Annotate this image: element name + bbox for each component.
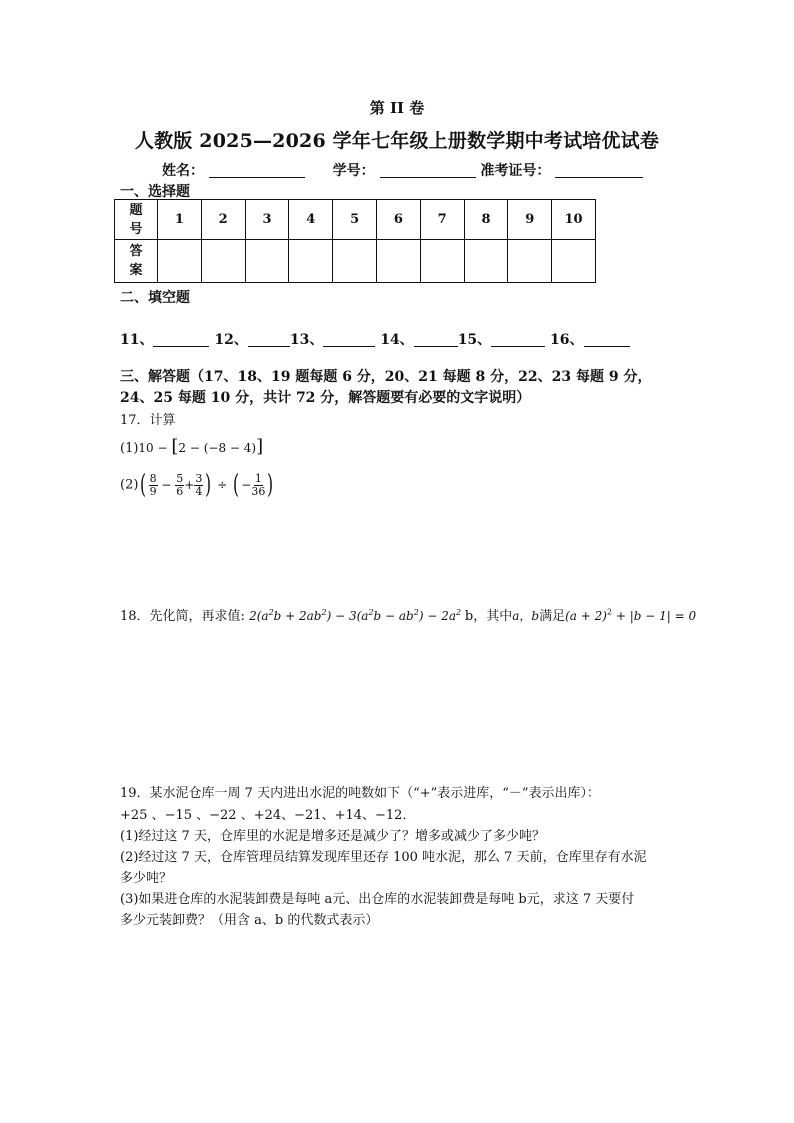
answer-cell[interactable] (158, 240, 202, 283)
exam-number-blank[interactable] (555, 163, 643, 178)
answer-cell[interactable] (376, 240, 420, 283)
fill-blank[interactable] (153, 332, 209, 347)
q19-part2: (2)经过这 7 天，仓库管理员结算发现库里还存 100 吨水泥，那么 7 天前，仓库里存有水泥 (120, 850, 647, 865)
fill-blank[interactable] (414, 332, 458, 347)
question-number-cell: 5 (333, 200, 377, 240)
volume-label: 第 II 卷 (369, 99, 425, 117)
section-2-heading: 二、填空题 (120, 290, 190, 306)
q19-part1: (1)经过这 7 天，仓库里的水泥是增多还是减少了？增多或减少了多少吨？ (120, 829, 545, 844)
question-number-cell: 1 (158, 200, 202, 240)
question-number-cell: 4 (289, 200, 333, 240)
student-id-label: 学号： (332, 163, 375, 179)
fraction: $\frac{1}{36}$ (251, 471, 266, 498)
section-1-heading: 一、选择题 (120, 184, 190, 200)
exam-number-label: 准考证号： (480, 163, 551, 179)
fill-blank[interactable] (323, 332, 375, 347)
fill-item-label: 15、 (457, 332, 492, 348)
fill-blank[interactable] (491, 332, 545, 347)
question-number-cell: 8 (464, 200, 508, 240)
answer-table (114, 199, 596, 283)
answer-cell[interactable] (552, 240, 596, 283)
fill-blank-line (120, 329, 630, 349)
question-number-cell: 7 (420, 200, 464, 240)
q19-part3-cont: 多少元装卸费？（用含 a、b 的代数式表示） (120, 913, 379, 928)
q19-line1: 19．某水泥仓库一周 7 天内进出水泥的吨数如下（“+”表示进库，“－”表示出库）： (120, 786, 601, 801)
q17-part1: (1)10 − [2 − (−8 − 4)] (120, 436, 264, 457)
question-number-cell: 6 (376, 200, 420, 240)
fraction: $\frac{5}{6}$ (176, 471, 184, 498)
fill-item-label: 13、 (289, 332, 324, 348)
fill-item-label: 16、 (550, 332, 584, 348)
q17-part2: (2)( $\frac{8}{9}$ − $\frac{5}{6}$ + $\frac{3}{4}$ ) ÷ ( − $\frac{1}{36}$ ) (120, 470, 274, 500)
question-number-row (115, 200, 596, 240)
answer-cell[interactable] (464, 240, 508, 283)
q19-part3: (3)如果进仓库的水泥装卸费是每吨 a元、出仓库的水泥装卸费是每吨 b元，求这 7 天要付 (120, 892, 635, 907)
student-info-line (162, 160, 643, 180)
answer-cell[interactable] (245, 240, 289, 283)
name-label: 姓名： (162, 163, 204, 179)
question-number-cell: 3 (245, 200, 289, 240)
fill-blank[interactable] (248, 332, 290, 347)
q18-text: 18．先化简，再求值: $2(a^2b + 2ab^2) - 3(a^2b - ab^2) - 2a^2$ b，其中a，b满足$(a + 2)^2 + |b - 1| = 0$ (120, 607, 697, 624)
answer-header: 答 案 (115, 240, 158, 283)
fill-item-label: 11、 (120, 332, 154, 348)
q19-line2: +25 、−15 、−22 、+24、−21、+14、−12． (120, 808, 416, 823)
answer-cell[interactable] (333, 240, 377, 283)
question-number-header: 题 号 (115, 200, 158, 240)
exam-title: 人教版 2025—2026 学年七年级上册数学期中考试培优试卷 (134, 130, 660, 152)
fill-blank[interactable] (584, 332, 630, 347)
q19-part2-cont: 多少吨？ (120, 871, 173, 886)
question-number-cell: 2 (201, 200, 245, 240)
section-3-heading-line2: 24、25 每题 10 分，共计 72 分，解答题要有必要的文字说明） (120, 390, 531, 406)
fraction: $\frac{8}{9}$ (149, 471, 157, 498)
q17-title: 17．计算 (120, 413, 176, 428)
section-3-heading-line1: 三、解答题（17、18、19 题每题 6 分，20、21 每题 8 分，22、23 每题 9 分， (120, 369, 652, 385)
answer-cell[interactable] (289, 240, 333, 283)
answer-cell[interactable] (508, 240, 552, 283)
answer-cell[interactable] (201, 240, 245, 283)
answer-cell[interactable] (420, 240, 464, 283)
name-blank[interactable] (209, 163, 305, 178)
question-number-cell: 10 (552, 200, 596, 240)
fill-item-label: 12、 (214, 332, 248, 348)
student-id-blank[interactable] (380, 163, 476, 178)
question-number-cell: 9 (508, 200, 552, 240)
fraction: $\frac{3}{4}$ (195, 471, 203, 498)
answer-row (115, 240, 596, 283)
fill-item-label: 14、 (380, 332, 414, 348)
